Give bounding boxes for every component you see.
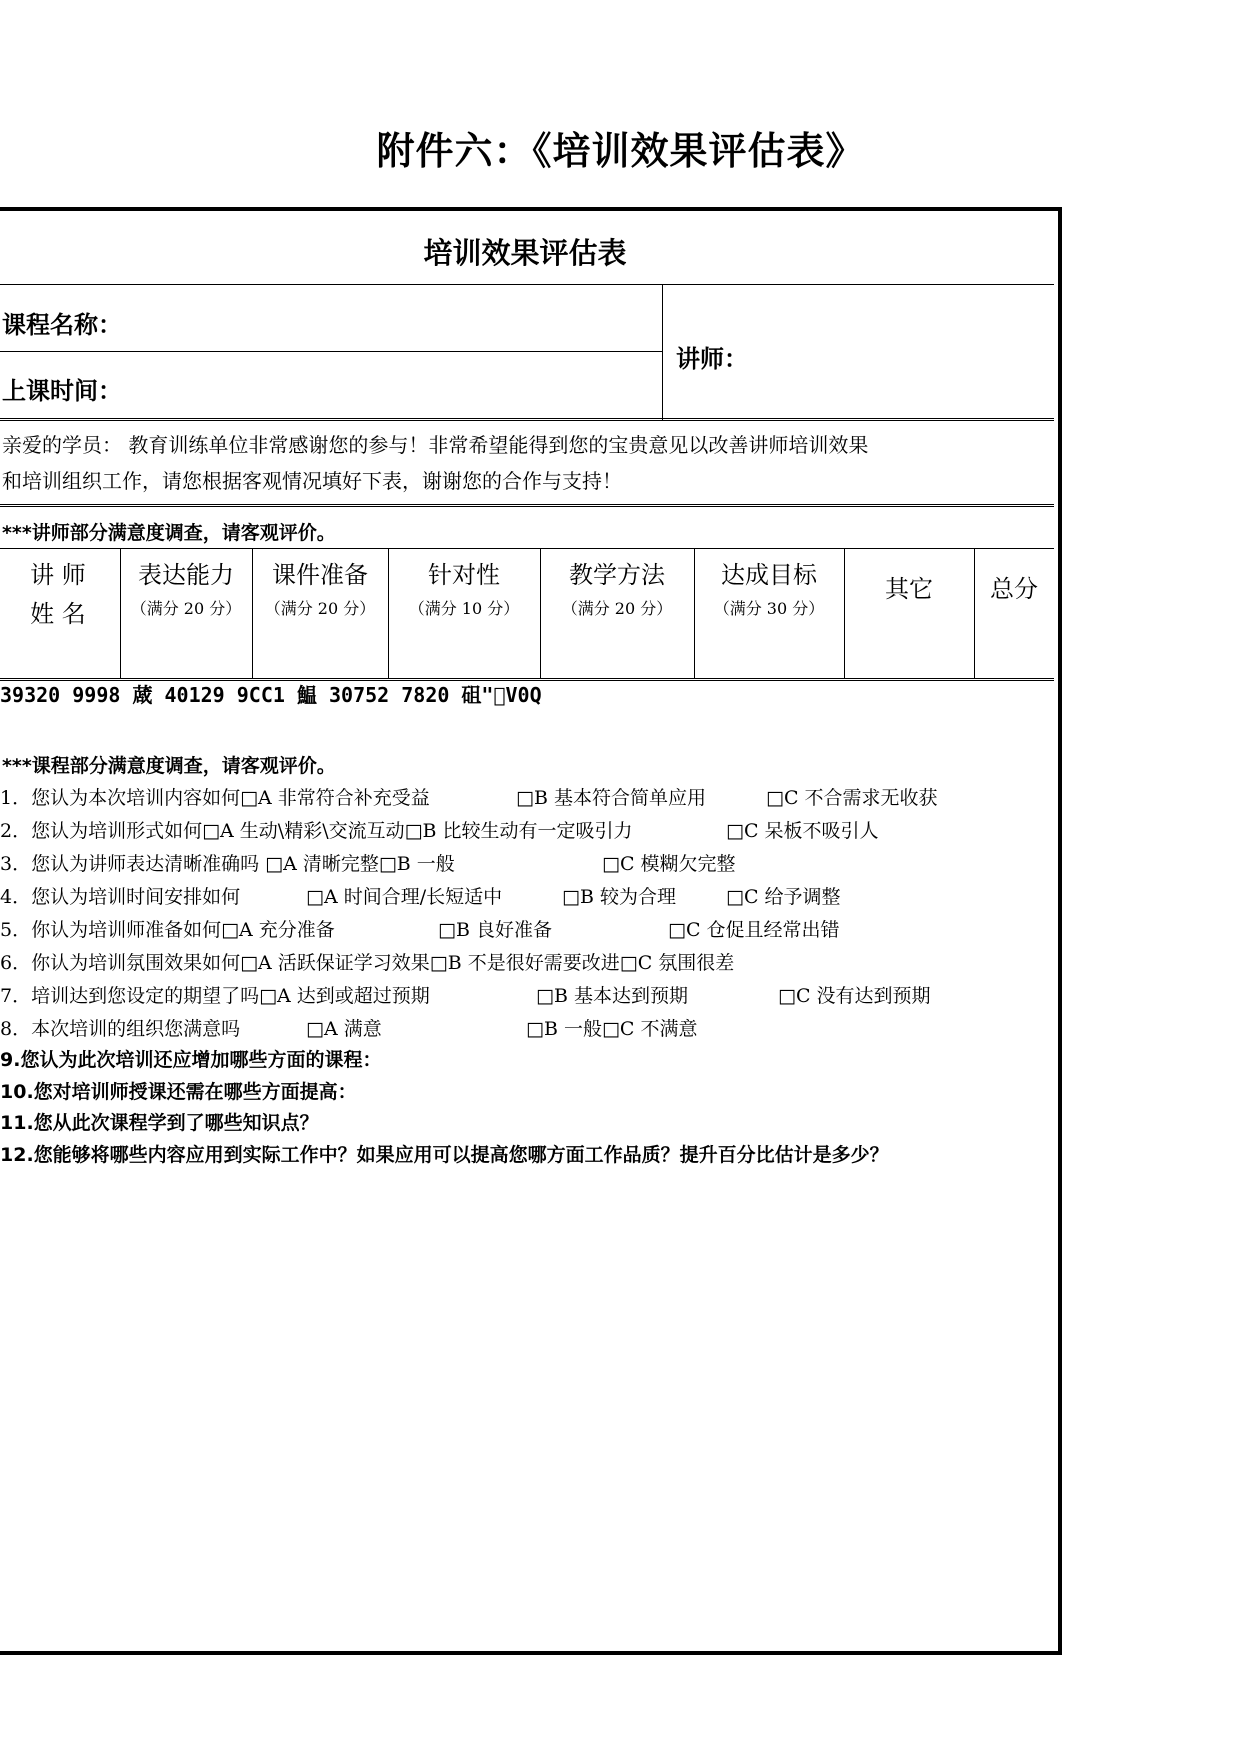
form-title: 培训效果评估表 bbox=[423, 236, 627, 270]
course-name-label: 课程名称： bbox=[2, 311, 122, 339]
question-3: 3．您认为讲师表达清晰准确吗 □A 清晰完整□B 一般 bbox=[0, 853, 455, 875]
question-2-option-c: □C 呆板不吸引人 bbox=[726, 820, 879, 842]
question-6: 6．你认为培训氛围效果如何□A 活跃保证学习效果□B 不是很好需要改进□C 氛围很差 bbox=[0, 952, 735, 974]
column-expression: 表达能力 （满分 20 分） bbox=[130, 561, 242, 618]
question-4: 4．您认为培训时间安排如何 bbox=[0, 886, 241, 908]
open-question-10: 10.您对培训师授课还需在哪些方面提高： bbox=[0, 1081, 357, 1103]
divider bbox=[0, 548, 1054, 549]
divider bbox=[0, 284, 1054, 285]
question-3-option-c: □C 模糊欠完整 bbox=[602, 853, 736, 875]
intro-text bbox=[2, 427, 868, 499]
divider bbox=[662, 284, 663, 420]
divider bbox=[974, 548, 975, 678]
column-total: 总分 bbox=[990, 575, 1038, 603]
question-4-option-c: □C 给予调整 bbox=[726, 886, 841, 908]
divider bbox=[0, 418, 1054, 421]
question-1-option-c: □C 不合需求无收获 bbox=[766, 787, 938, 809]
question-4-option-a: □A 时间合理/长短适中 bbox=[306, 886, 503, 908]
question-8-option-b: □B 一般□C 不满意 bbox=[526, 1018, 698, 1040]
column-courseware: 课件准备 （满分 20 分） bbox=[264, 561, 376, 618]
open-question-9: 9.您认为此次培训还应增加哪些方面的课程： bbox=[0, 1049, 382, 1071]
evaluation-form bbox=[0, 207, 1062, 1655]
class-time-label: 上课时间： bbox=[2, 377, 122, 405]
intro-line-1: 亲爱的学员： 教育训练单位非常感谢您的参与！非常希望能得到您的宝贵意见以改善讲师培训效果 bbox=[2, 433, 869, 457]
question-7-option-b: □B 基本达到预期 bbox=[536, 985, 688, 1007]
question-7-option-c: □C 没有达到预期 bbox=[778, 985, 931, 1007]
question-1-option-b: □B 基本符合简单应用 bbox=[516, 787, 706, 809]
column-other: 其它 bbox=[885, 575, 933, 603]
column-lecturer-name: 讲 师 姓 名 bbox=[30, 561, 86, 628]
question-1: 1．您认为本次培训内容如何□A 非常符合补充受益 bbox=[0, 787, 430, 809]
column-teaching-method: 教学方法 （满分 20 分） bbox=[561, 561, 673, 618]
question-5-option-b: □B 良好准备 bbox=[438, 919, 552, 941]
divider bbox=[0, 351, 662, 352]
question-5-option-c: □C 仓促且经常出错 bbox=[668, 919, 840, 941]
question-7: 7．培训达到您设定的期望了吗□A 达到或超过预期 bbox=[0, 985, 430, 1007]
column-goal: 达成目标 （满分 30 分） bbox=[713, 561, 825, 618]
question-5: 5．你认为培训师准备如何□A 充分准备 bbox=[0, 919, 335, 941]
lecturer-section-heading: ***讲师部分满意度调查，请客观评价。 bbox=[2, 522, 336, 544]
question-8-option-a: □A 满意 bbox=[306, 1018, 382, 1040]
page-title: 附件六：《培训效果评估表》 bbox=[376, 129, 865, 173]
lecturer-label: 讲师： bbox=[676, 345, 748, 373]
course-section-heading: ***课程部分满意度调查，请客观评价。 bbox=[2, 755, 336, 777]
open-question-11: 11.您从此次课程学到了哪些知识点？ bbox=[0, 1112, 319, 1134]
divider bbox=[844, 548, 845, 678]
garbled-text-line: 39320 9998 蒧 40129 9CC1 鰛 30752 7820 砠" V0Q bbox=[0, 683, 542, 707]
intro-line-2: 和培训组织工作，请您根据客观情况填好下表，谢谢您的合作与支持！ bbox=[2, 469, 622, 493]
question-2: 2．您认为培训形式如何□A 生动\精彩\交流互动□B 比较生动有一定吸引力 bbox=[0, 820, 633, 842]
divider bbox=[0, 504, 1054, 507]
column-relevance: 针对性 （满分 10 分） bbox=[408, 561, 520, 618]
question-4-option-b: □B 较为合理 bbox=[562, 886, 676, 908]
question-8: 8．本次培训的组织您满意吗 bbox=[0, 1018, 241, 1040]
open-question-12: 12.您能够将哪些内容应用到实际工作中？如果应用可以提高您哪方面工作品质？提升百分比估计是多少？ bbox=[0, 1144, 889, 1166]
